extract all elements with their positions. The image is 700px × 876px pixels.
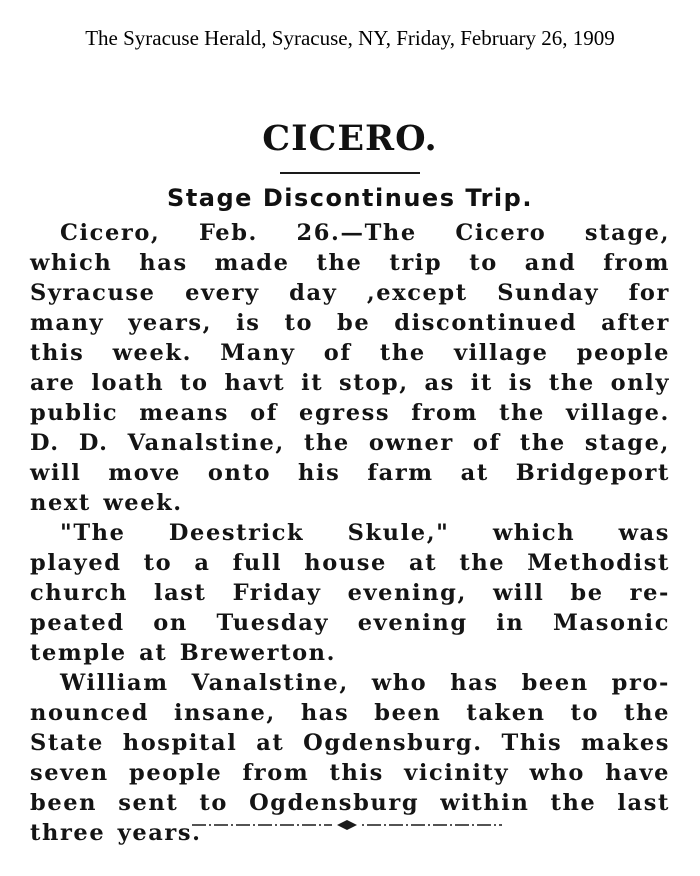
- article-paragraph-2: [30, 518, 670, 668]
- text-line: played to a full house at the Methodist: [30, 550, 670, 576]
- article-paragraph-1: [30, 218, 670, 518]
- text-line: this week. Many of the village people: [30, 340, 670, 366]
- text-line: are loath to havt it stop, as it is the only: [30, 370, 670, 396]
- text-line: "The Deestrick Skule," which was: [60, 520, 670, 546]
- text-line: three years.: [30, 820, 202, 846]
- article-subheading: Stage Discontinues Trip.: [167, 184, 533, 212]
- source-caption: The Syracuse Herald, Syracuse, NY, Friday, February 26, 1909: [85, 26, 615, 50]
- text-line: Cicero, Feb. 26.—The Cicero stage,: [60, 220, 670, 246]
- article-heading: CICERO.: [262, 118, 438, 159]
- text-line: peated on Tuesday evening in Masonic: [30, 610, 670, 636]
- text-line: D. D. Vanalstine, the owner of the stage,: [30, 430, 670, 456]
- text-line: Syracuse every day ,except Sunday for: [30, 280, 670, 306]
- text-line: many years, is to be discontinued after: [30, 310, 670, 336]
- text-line: been sent to Ogdensburg within the last: [30, 790, 670, 816]
- text-line: temple at Brewerton.: [30, 640, 337, 666]
- heading-rule: [280, 172, 420, 174]
- text-line: seven people from this vicinity who have: [30, 760, 670, 786]
- text-line: State hospital at Ogdensburg. This makes: [30, 730, 670, 756]
- text-line: next week.: [30, 490, 183, 516]
- text-line: public means of egress from the village.: [30, 400, 670, 426]
- text-line: will move onto his farm at Bridgeport: [30, 460, 670, 486]
- ornamental-divider: [192, 818, 502, 832]
- text-line: nounced insane, has been taken to the: [30, 700, 670, 726]
- article-clipping: [30, 118, 670, 848]
- text-line: William Vanalstine, who has been pro-: [60, 670, 670, 696]
- text-line: church last Friday evening, will be re-: [30, 580, 670, 606]
- text-line: which has made the trip to and from: [30, 250, 670, 276]
